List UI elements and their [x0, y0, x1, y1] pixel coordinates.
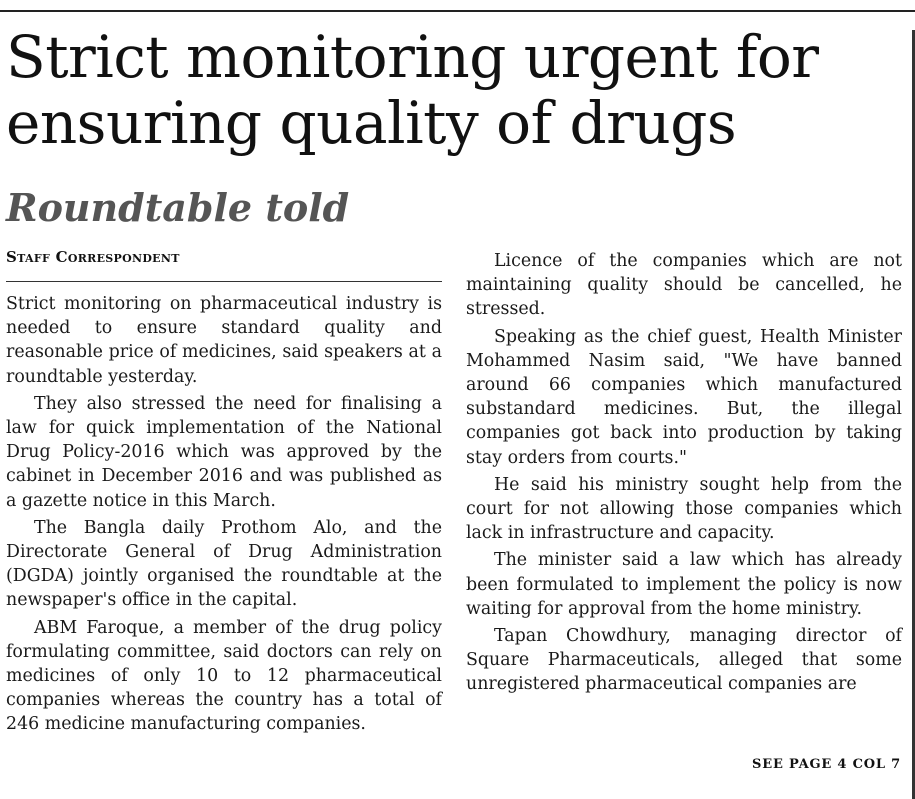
paragraph: Licence of the companies which are not maintaining quality should be cancelled, he stressed. [466, 251, 902, 320]
paragraph: He said his ministry sought help from the court for not allowing those companies which lack in infrastructure and capacity. [466, 474, 902, 544]
paragraph: The Bangla daily Prothom Alo, and the Directorate General of Drug Administration (DGDA) jointly organised the roundtable at the newspaper's office in the capital. [6, 517, 442, 611]
headline: Strict monitoring urgent for ensuring quality of drugs [6, 23, 819, 157]
top-rule [0, 10, 915, 12]
byline: Staff Correspondent [6, 248, 180, 266]
article-column-right [466, 249, 902, 700]
paragraph: Tapan Chowdhury, managing director of Square Pharmaceuticals, alleged that some unregistered pharmaceutical companies are [466, 626, 902, 695]
paragraph: They also stressed the need for finalising a law for quick implementation of the National Drug Policy-2016 which was approved by the cabinet in December 2016 and was published as a gazette notice in this March. [6, 393, 442, 511]
article-column-left [6, 292, 442, 740]
paragraph: ABM Faroque, a member of the drug policy formulating committee, said doctors can rely on medicines of only 10 to 12 pharmaceutical companies whereas the country has a total of 246 medicine manufacturing companies. [6, 617, 442, 735]
paragraph: The minister said a law which has already been formulated to implement the policy is now waiting for approval from the home ministry. [466, 550, 902, 619]
paragraph: Speaking as the chief guest, Health Minister Mohammed Nasim said, "We have banned around 66 companies which manufactured substandard medicines. But, the illegal companies got back into production by taking stay orders from courts." [466, 326, 902, 468]
byline-rule [6, 281, 442, 282]
continuation-jump-line: SEE PAGE 4 COL 7 [752, 757, 901, 772]
kicker-subheadline: Roundtable told [6, 185, 350, 230]
paragraph: Strict monitoring on pharmaceutical industry is needed to ensure standard quality and reasonable price of medicines, said speakers at a roundtable yesterday. [6, 294, 442, 387]
